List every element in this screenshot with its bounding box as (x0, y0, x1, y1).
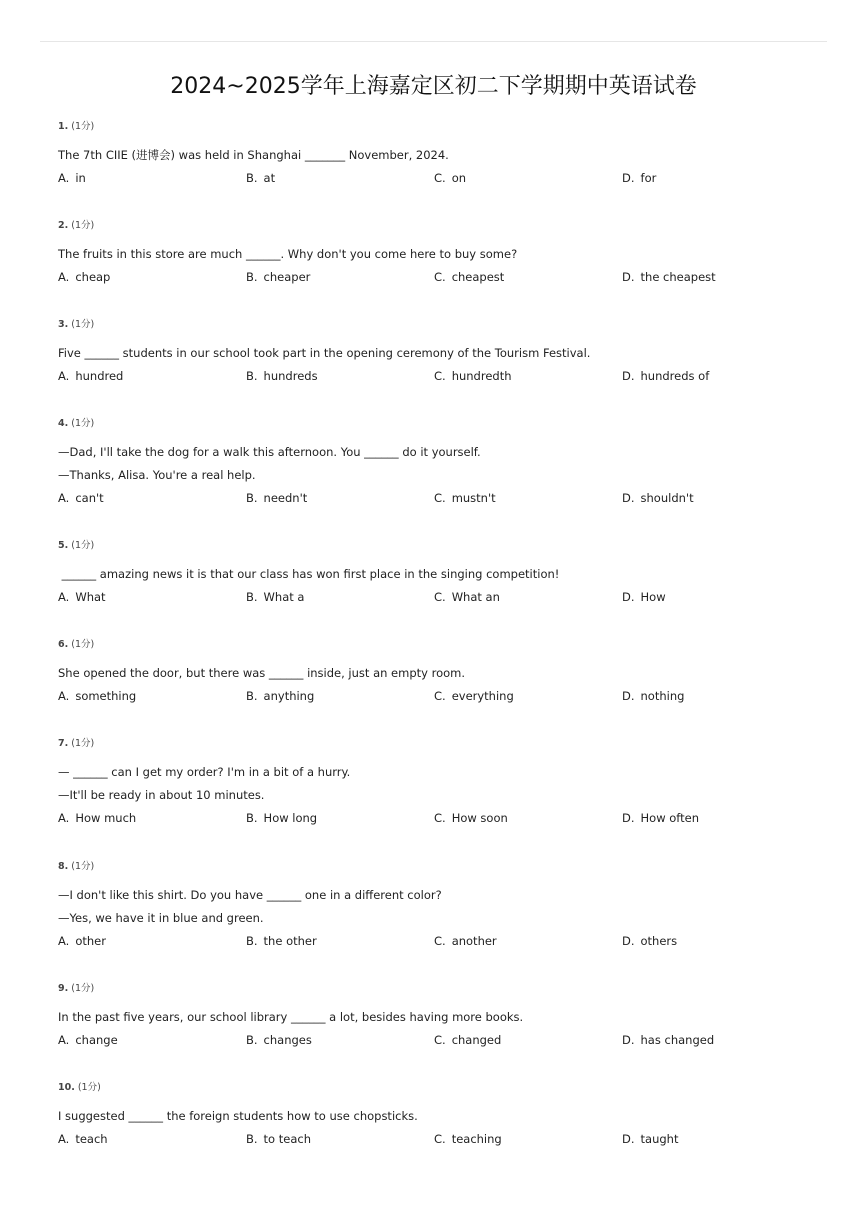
option-letter: A. (58, 270, 70, 284)
answer-option[interactable] (246, 589, 426, 605)
answer-option[interactable] (622, 368, 802, 384)
option-letter: D. (622, 590, 635, 604)
option-letter: C. (434, 171, 446, 185)
answer-option[interactable] (434, 589, 614, 605)
option-letter: C. (434, 1132, 446, 1146)
question-text: —Yes, we have it in blue and green. (58, 911, 264, 925)
option-letter: A. (58, 934, 70, 948)
option-letter: C. (434, 1033, 446, 1047)
option-text: others (640, 934, 678, 948)
question-score: (1分) (71, 220, 95, 231)
answer-option[interactable] (58, 688, 238, 704)
option-text: What an (451, 590, 500, 604)
option-text: another (451, 934, 497, 948)
answer-option[interactable] (622, 1032, 802, 1048)
answer-option[interactable] (434, 269, 614, 285)
question-text: I suggested ______ the foreign students how to use chopsticks. (58, 1109, 418, 1123)
answer-option[interactable] (246, 933, 426, 949)
question-text: — ______ can I get my order? I'm in a bit of a hurry. (58, 765, 351, 779)
option-letter: B. (246, 270, 258, 284)
question-number: 8. (58, 861, 69, 872)
option-text: How much (75, 811, 137, 825)
option-text: change (75, 1033, 118, 1047)
answer-option[interactable] (434, 810, 614, 826)
option-text: How often (640, 811, 700, 825)
option-text: has changed (640, 1033, 715, 1047)
page-title: 2024~2025学年上海嘉定区初二下学期期中英语试卷 (170, 74, 697, 99)
option-letter: C. (434, 934, 446, 948)
option-text: shouldn't (640, 491, 694, 505)
option-letter: A. (58, 171, 70, 185)
answer-option[interactable] (622, 688, 802, 704)
answer-option[interactable] (58, 1032, 238, 1048)
question-header (58, 1080, 101, 1096)
option-text: How (640, 590, 666, 604)
answer-option[interactable] (246, 810, 426, 826)
option-letter: B. (246, 171, 258, 185)
answer-option[interactable] (246, 269, 426, 285)
question-score: (1分) (71, 418, 95, 429)
option-text: hundred (75, 369, 124, 383)
option-text: can't (75, 491, 104, 505)
answer-option[interactable] (58, 490, 238, 506)
option-letter: D. (622, 171, 635, 185)
option-text: teaching (451, 1132, 502, 1146)
option-text: hundreds of (640, 369, 710, 383)
question-header (58, 736, 94, 752)
option-text: anything (263, 689, 315, 703)
option-letter: C. (434, 590, 446, 604)
question-text: The 7th CIIE (进博会) was held in Shanghai _______ November, 2024. (58, 148, 449, 162)
option-text: the cheapest (640, 270, 716, 284)
answer-option[interactable] (622, 490, 802, 506)
question-score: (1分) (71, 861, 95, 872)
option-letter: C. (434, 811, 446, 825)
option-text: teach (75, 1132, 108, 1146)
question-number: 6. (58, 639, 69, 650)
question-score: (1分) (77, 1082, 101, 1093)
option-letter: D. (622, 1033, 635, 1047)
option-text: needn't (263, 491, 308, 505)
question-text: She opened the door, but there was ______ inside, just an empty room. (58, 666, 466, 680)
question-score: (1分) (71, 639, 95, 650)
question-text: —Thanks, Alisa. You're a real help. (58, 468, 256, 482)
question-text: —Dad, I'll take the dog for a walk this afternoon. You ______ do it yourself. (58, 445, 481, 459)
question-header (58, 538, 94, 554)
option-letter: D. (622, 270, 635, 284)
answer-option[interactable] (58, 933, 238, 949)
question-text: —It'll be ready in about 10 minutes. (58, 788, 265, 802)
question-number: 1. (58, 121, 69, 132)
answer-option[interactable] (434, 1131, 614, 1147)
option-letter: C. (434, 689, 446, 703)
option-text: mustn't (451, 491, 496, 505)
question-text: Five ______ students in our school took part in the opening ceremony of the Tourism Festival. (58, 346, 591, 360)
option-text: cheaper (263, 270, 311, 284)
answer-option[interactable] (246, 170, 426, 186)
option-text: How long (263, 811, 318, 825)
option-text: to teach (263, 1132, 311, 1146)
answer-option[interactable] (58, 368, 238, 384)
answer-option[interactable] (434, 1032, 614, 1048)
question-score: (1分) (71, 540, 95, 551)
option-letter: A. (58, 491, 70, 505)
answer-option[interactable] (622, 170, 802, 186)
answer-option[interactable] (434, 688, 614, 704)
answer-option[interactable] (246, 368, 426, 384)
answer-option[interactable] (434, 490, 614, 506)
answer-option[interactable] (434, 933, 614, 949)
question-number: 5. (58, 540, 69, 551)
question-header (58, 317, 94, 333)
option-text: hundredth (451, 369, 512, 383)
answer-option[interactable] (58, 269, 238, 285)
option-letter: C. (434, 270, 446, 284)
question-number: 2. (58, 220, 69, 231)
option-letter: A. (58, 689, 70, 703)
option-letter: B. (246, 1132, 258, 1146)
option-letter: B. (246, 369, 258, 383)
question-header (58, 859, 94, 875)
option-letter: B. (246, 689, 258, 703)
option-letter: B. (246, 811, 258, 825)
answer-option[interactable] (246, 688, 426, 704)
question-number: 10. (58, 1082, 75, 1093)
option-text: nothing (640, 689, 685, 703)
option-letter: B. (246, 491, 258, 505)
answer-option[interactable] (58, 810, 238, 826)
question-text: The fruits in this store are much ______. Why don't you come here to buy some? (58, 247, 518, 261)
question-header (58, 218, 94, 234)
question-header (58, 119, 94, 135)
answer-option[interactable] (58, 170, 238, 186)
question-header (58, 416, 94, 432)
option-letter: B. (246, 934, 258, 948)
option-text: changes (263, 1033, 312, 1047)
question-number: 7. (58, 738, 69, 749)
option-text: for (640, 171, 657, 185)
option-text: How soon (451, 811, 508, 825)
question-text: —I don't like this shirt. Do you have ______ one in a different color? (58, 888, 442, 902)
option-letter: A. (58, 590, 70, 604)
option-letter: A. (58, 369, 70, 383)
question-score: (1分) (71, 738, 95, 749)
option-text: everything (451, 689, 514, 703)
option-letter: D. (622, 369, 635, 383)
question-header (58, 637, 94, 653)
option-text: on (451, 171, 467, 185)
answer-option[interactable] (246, 490, 426, 506)
answer-option[interactable] (622, 1131, 802, 1147)
answer-option[interactable] (434, 368, 614, 384)
option-text: other (75, 934, 106, 948)
option-letter: B. (246, 1033, 258, 1047)
question-score: (1分) (71, 319, 95, 330)
question-number: 9. (58, 983, 69, 994)
answer-option[interactable] (58, 1131, 238, 1147)
answer-option[interactable] (622, 589, 802, 605)
question-score: (1分) (71, 121, 95, 132)
option-text: cheap (75, 270, 111, 284)
answer-option[interactable] (58, 589, 238, 605)
option-text: changed (451, 1033, 502, 1047)
option-text: cheapest (451, 270, 505, 284)
option-letter: A. (58, 811, 70, 825)
option-letter: B. (246, 590, 258, 604)
option-text: something (75, 689, 137, 703)
option-text: What a (263, 590, 305, 604)
option-text: in (75, 171, 86, 185)
option-text: What (75, 590, 106, 604)
question-header (58, 981, 94, 997)
answer-option[interactable] (622, 810, 802, 826)
question-score: (1分) (71, 983, 95, 994)
option-letter: A. (58, 1132, 70, 1146)
option-text: at (263, 171, 276, 185)
answer-option[interactable] (246, 1032, 426, 1048)
option-letter: D. (622, 1132, 635, 1146)
option-letter: A. (58, 1033, 70, 1047)
option-text: the other (263, 934, 317, 948)
option-letter: D. (622, 689, 635, 703)
option-letter: C. (434, 491, 446, 505)
question-text: ______ amazing news it is that our class has won first place in the singing competition! (58, 567, 560, 581)
question-number: 3. (58, 319, 69, 330)
option-letter: D. (622, 491, 635, 505)
option-letter: C. (434, 369, 446, 383)
answer-option[interactable] (622, 269, 802, 285)
question-text: In the past five years, our school library ______ a lot, besides having more books. (58, 1010, 524, 1024)
answer-option[interactable] (246, 1131, 426, 1147)
answer-option[interactable] (622, 933, 802, 949)
option-letter: D. (622, 934, 635, 948)
option-text: taught (640, 1132, 679, 1146)
answer-option[interactable] (434, 170, 614, 186)
option-letter: D. (622, 811, 635, 825)
question-number: 4. (58, 418, 69, 429)
option-text: hundreds (263, 369, 318, 383)
